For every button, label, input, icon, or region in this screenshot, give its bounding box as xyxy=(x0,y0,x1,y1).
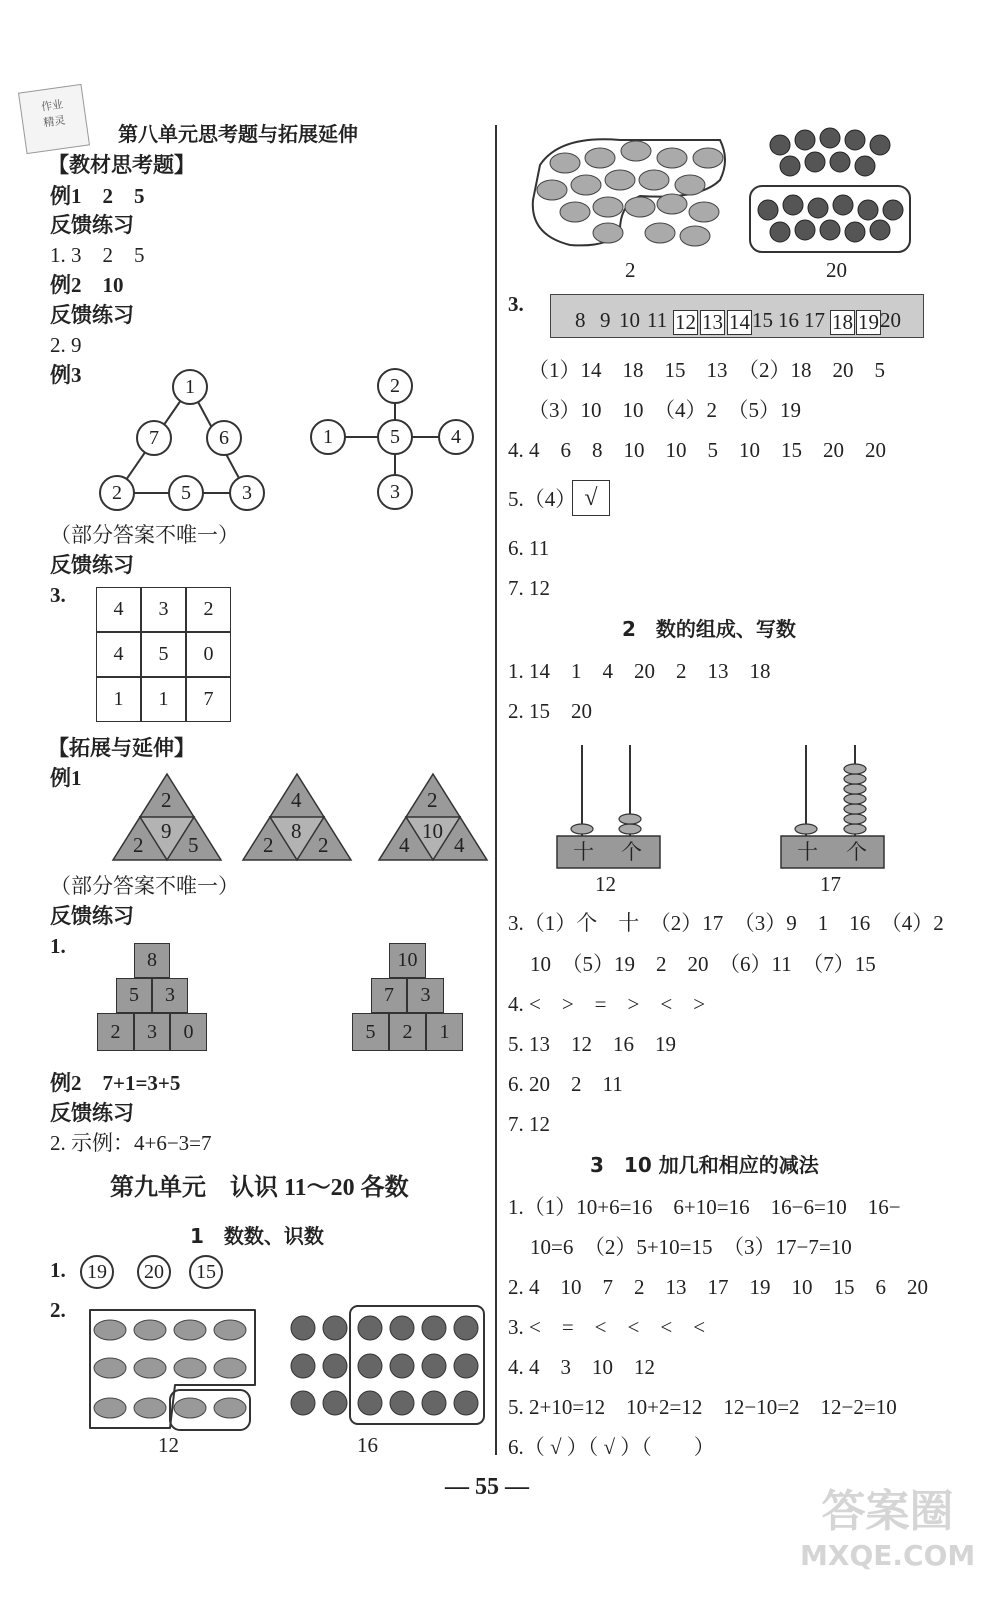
unit-title: 第九单元 认识 11～20 各数 xyxy=(110,1175,409,1201)
cross-center: 5 xyxy=(377,419,413,455)
answer-line: 4. 4 3 10 12 xyxy=(508,1355,655,1379)
answer-circle: 15 xyxy=(189,1255,223,1289)
cross-left: 1 xyxy=(310,419,346,455)
answer-line: 2. 15 20 xyxy=(508,699,592,723)
ruler-number-boxed: 19 xyxy=(858,310,879,334)
example-1: 例1 2 5 xyxy=(50,184,145,208)
ruler-number: 16 xyxy=(778,308,799,332)
circle-left: 7 xyxy=(136,420,172,456)
grid-cell: 1 xyxy=(141,677,186,722)
answer-line: 4. 4 6 8 10 10 5 10 15 20 20 xyxy=(508,438,886,462)
grid-cell: 5 xyxy=(141,632,186,677)
cross-top: 2 xyxy=(377,368,413,404)
answer-line: 4. < > = > < > xyxy=(508,992,706,1016)
ruler-number-boxed: 18 xyxy=(832,310,853,334)
pyramid-block: 8 xyxy=(134,943,170,978)
answer-2: 2. 9 xyxy=(50,333,82,357)
pyramid-block: 2 xyxy=(389,1013,426,1051)
cross-bottom: 3 xyxy=(377,474,413,510)
stamp-logo: 作业 精灵 xyxy=(18,84,90,154)
abacus-label-ones: 个 xyxy=(846,840,867,864)
answer-line: 7. 12 xyxy=(508,576,550,600)
answer-line: 1. 14 1 4 20 2 13 18 xyxy=(508,659,771,683)
ruler-number: 8 xyxy=(575,308,586,332)
answer-line: 6.（ √ ）（ √ ）（ ） xyxy=(508,1435,715,1459)
tri2-center: 8 xyxy=(291,819,302,843)
answer-line: 5. 13 12 16 19 xyxy=(508,1032,676,1056)
answer-line: （1）14 18 15 13 （2）18 20 5 xyxy=(528,358,885,382)
ruler-number-boxed: 13 xyxy=(702,310,723,334)
ruler-number-boxed: 12 xyxy=(675,310,696,334)
answer-line: 6. 20 2 11 xyxy=(508,1072,623,1096)
ruler-number-boxed: 14 xyxy=(729,310,750,334)
circle-bottom-mid: 5 xyxy=(168,475,204,511)
pyramid-block: 5 xyxy=(116,978,152,1013)
circle-bottom-left: 2 xyxy=(99,475,135,511)
check-box: √ xyxy=(572,480,610,516)
pyramid-block: 3 xyxy=(152,978,188,1013)
answer-line: 7. 12 xyxy=(508,1112,550,1136)
tri2-top: 4 xyxy=(291,788,302,812)
tri2-right: 2 xyxy=(318,833,329,857)
ruler-number: 20 xyxy=(880,308,901,332)
answer-circle: 19 xyxy=(80,1255,114,1289)
answer-line: 5. 2+10=12 10+2=12 12−10=2 12−2=10 xyxy=(508,1395,897,1419)
lesson-title: 2 数的组成、写数 xyxy=(622,617,796,641)
feedback-heading: 反馈练习 xyxy=(50,904,134,928)
question-3-number: 3. xyxy=(50,583,66,607)
abacus-label-tens: 十 xyxy=(797,840,818,864)
pyramid-block: 2 xyxy=(97,1013,134,1051)
ruler-number: 15 xyxy=(752,308,773,332)
figure-caption: 16 xyxy=(357,1433,378,1457)
ruler-number: 9 xyxy=(600,308,611,332)
answer-1: 1. 3 2 5 xyxy=(50,243,145,267)
abacus-label-tens: 十 xyxy=(573,840,594,864)
grid-cell: 0 xyxy=(186,632,231,677)
answer-line: 2. 4 10 7 2 13 17 19 10 15 6 20 xyxy=(508,1275,928,1299)
answer-example: 2. 示例：4+6−3=7 xyxy=(50,1131,212,1155)
page-number: — 55 — xyxy=(445,1474,529,1500)
note-partial-answers: （部分答案不唯一） xyxy=(50,523,239,547)
section-title: 第八单元思考题与拓展延伸 xyxy=(118,122,358,146)
tri3-top: 2 xyxy=(427,788,438,812)
grid-cell: 4 xyxy=(96,632,141,677)
tri3-right: 4 xyxy=(454,833,465,857)
question-3-number: 3. xyxy=(508,292,524,316)
tri1-right: 5 xyxy=(188,833,199,857)
lesson-title: 3 10 加几和相应的减法 xyxy=(590,1153,819,1177)
answer-line: 10 （5）19 2 20 （6）11 （7）15 xyxy=(530,952,876,976)
pyramid-block: 0 xyxy=(170,1013,207,1051)
ruler-number: 11 xyxy=(647,308,668,332)
pyramid-block: 10 xyxy=(389,943,426,978)
heading-extension: 【拓展与延伸】 xyxy=(48,736,195,760)
question-1-number: 1. xyxy=(50,1258,66,1282)
answer-line: 5.（4） xyxy=(508,487,577,511)
answer-line: 10=6 （2）5+10=15 （3）17−7=10 xyxy=(530,1235,852,1259)
answer-line: 3. < = < < < < xyxy=(508,1315,706,1339)
figure-caption: 2 xyxy=(625,258,636,282)
pyramid-block: 3 xyxy=(407,978,444,1013)
figure-caption: 12 xyxy=(158,1433,179,1457)
grid-cell: 1 xyxy=(96,677,141,722)
tri3-center: 10 xyxy=(422,819,443,843)
watermark-logo: 答案圈 MXQE.COM xyxy=(800,1486,976,1572)
note-partial-answers: （部分答案不唯一） xyxy=(50,874,239,898)
answer-line: （3）10 10 （4）2 （5）19 xyxy=(528,398,801,422)
example-3: 例3 xyxy=(50,363,82,387)
figure-caption: 20 xyxy=(826,258,847,282)
answer-circle: 20 xyxy=(137,1255,171,1289)
circle-bottom-right: 3 xyxy=(229,475,265,511)
tri1-left: 2 xyxy=(133,833,144,857)
feedback-heading: 反馈练习 xyxy=(50,1101,134,1125)
pyramid-block: 1 xyxy=(426,1013,463,1051)
question-1-number: 1. xyxy=(50,934,66,958)
answer-line: 3.（1）个 十 （2）17 （3）9 1 16 （4）2 xyxy=(508,911,944,935)
example-1-ext: 例1 xyxy=(50,766,82,790)
figure-caption: 12 xyxy=(595,872,616,896)
answer-line: 1.（1）10+6=16 6+10=16 16−6=10 16− xyxy=(508,1195,901,1219)
example-2: 例2 10 xyxy=(50,273,124,297)
grid-cell: 3 xyxy=(141,587,186,632)
question-2-number: 2. xyxy=(50,1298,66,1322)
lesson-title: 1 数数、识数 xyxy=(190,1224,324,1248)
tri2-left: 2 xyxy=(263,833,274,857)
ruler-number: 10 xyxy=(619,308,640,332)
figure-caption: 17 xyxy=(820,872,841,896)
pyramid-block: 5 xyxy=(352,1013,389,1051)
grid-cell: 7 xyxy=(186,677,231,722)
tri3-left: 4 xyxy=(399,833,410,857)
tri1-top: 2 xyxy=(161,788,172,812)
pyramid-block: 3 xyxy=(134,1013,170,1051)
example-2-ext: 例2 7+1=3+5 xyxy=(50,1071,181,1095)
circle-top: 1 xyxy=(172,369,208,405)
circle-right: 6 xyxy=(206,420,242,456)
answer-line: 6. 11 xyxy=(508,536,550,560)
pyramid-block: 7 xyxy=(371,978,407,1013)
feedback-heading: 反馈练习 xyxy=(50,553,134,577)
feedback-heading: 反馈练习 xyxy=(50,303,134,327)
ruler-number: 17 xyxy=(804,308,825,332)
cross-right: 4 xyxy=(438,419,474,455)
abacus-label-ones: 个 xyxy=(621,840,642,864)
heading-textbook-questions: 【教材思考题】 xyxy=(48,153,195,177)
feedback-heading: 反馈练习 xyxy=(50,213,134,237)
grid-cell: 4 xyxy=(96,587,141,632)
grid-cell: 2 xyxy=(186,587,231,632)
tri1-center: 9 xyxy=(161,819,172,843)
